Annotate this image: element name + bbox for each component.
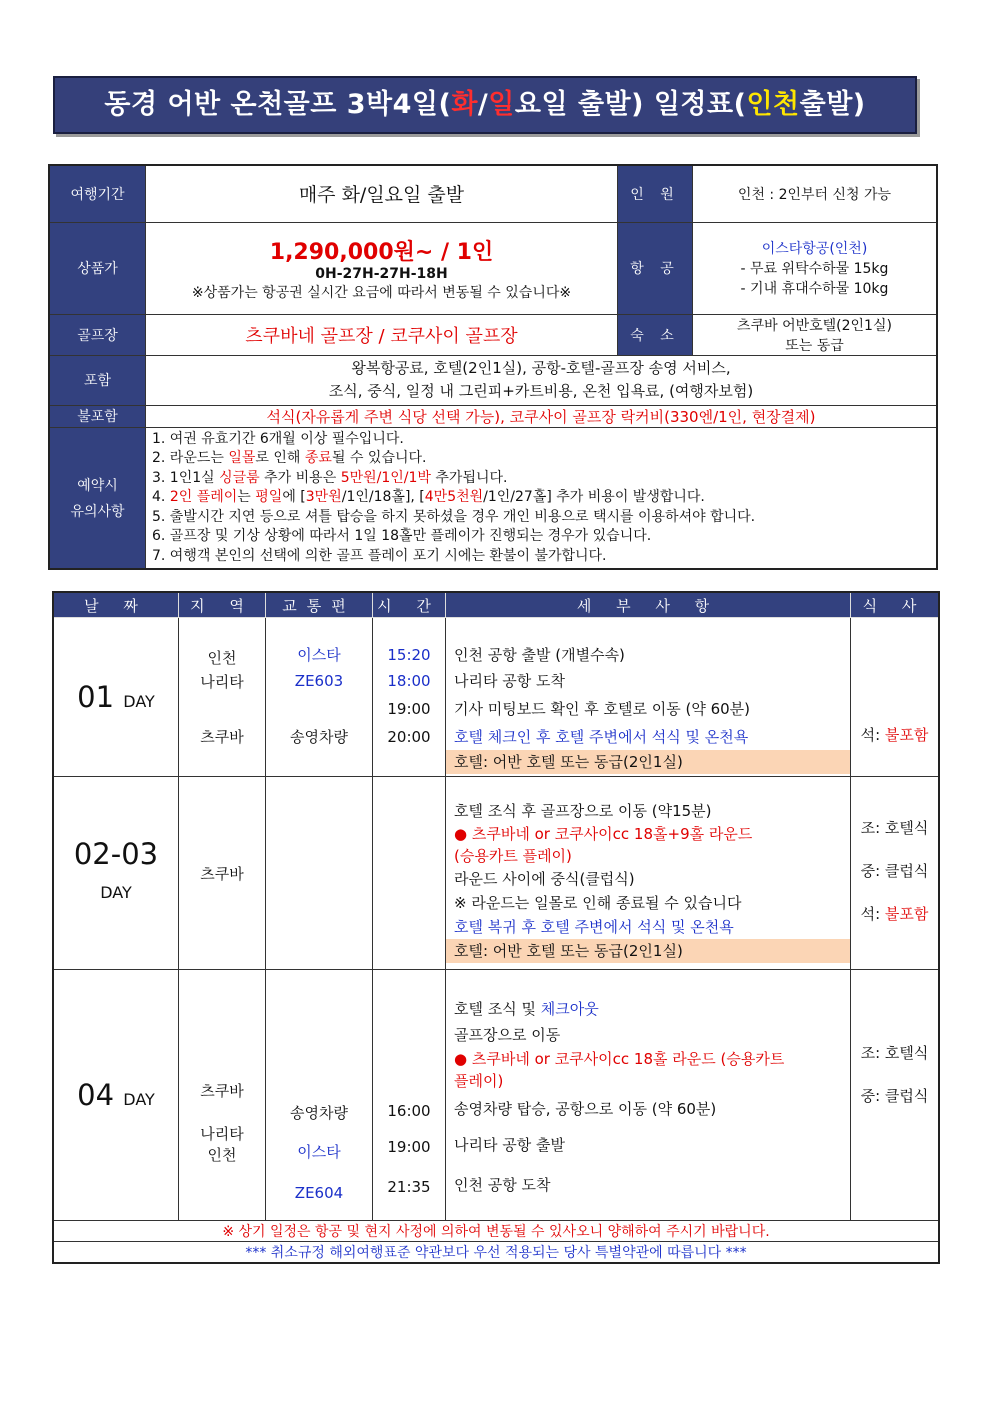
note-2-d: 종료 [304, 450, 332, 466]
note-3-d: 5만원/1인/1박 [340, 469, 431, 486]
stay-line1: 츠쿠바 어반호텔(2인1실) [737, 317, 892, 334]
note-4 [152, 488, 930, 508]
header-meal: 식 사 [851, 592, 940, 618]
day1-meal-label: 석: [860, 726, 885, 744]
notes-cell [146, 427, 938, 569]
day2-meal-dinner-value: 불포함 [884, 905, 929, 923]
price-cell [146, 222, 618, 314]
excl-value: 석식(자유롭게 주변 식당 선택 가능), 코쿠사이 골프장 락커비(330엔/1인, 현장결제) [146, 405, 938, 427]
day2-detail-2b: (승용카트 플레이) [454, 847, 572, 865]
day4-meal-breakfast: 조: 호텔식 [860, 1044, 929, 1062]
note-5: 5. 출발시간 지연 등으로 셔틀 탑승을 하지 못하셨을 경우 개인 비용으로 택시를 이용하셔야 합니다. [152, 508, 756, 525]
day4-detail-4: 송영차량 탑승, 공항으로 이동 (약 60분) [454, 1100, 717, 1118]
day1-row [53, 618, 939, 777]
price-label: 상품가 [49, 222, 146, 314]
day1-time [373, 618, 446, 777]
day1-unit: DAY [123, 692, 155, 711]
incl-line1: 왕복항공료, 호텔(2인1실), 공항-호텔-골프장 송영 서비스, [351, 359, 731, 377]
schedule-table [52, 591, 940, 1264]
day1-transport-3: 송영차량 [290, 728, 348, 746]
title-slash: / [477, 89, 489, 120]
note-3-b: 싱글룸 [219, 469, 260, 486]
period-label: 여행기간 [49, 165, 146, 222]
incl-label: 포함 [49, 355, 146, 405]
day4-time-2: 19:00 [387, 1138, 431, 1156]
day2-time [373, 777, 446, 970]
day1-time-4: 20:00 [387, 728, 431, 746]
day2-hotel: 호텔: 어반 호텔 또는 동급(2인1실) [446, 939, 850, 963]
day1-detail-4: 호텔 체크인 후 호텔 주변에서 석식 및 온천욕 [454, 728, 749, 746]
day1-transport [266, 618, 373, 777]
note-4-f: 3만원 [305, 489, 342, 505]
title-post: 출발) [799, 89, 866, 120]
note-4-d: 평일 [255, 489, 283, 505]
title-mid: 요일 출발) 일정표( [514, 89, 747, 120]
day4-detail-1a: 호텔 조식 및 [454, 1000, 541, 1018]
stay-label: 숙 소 [618, 314, 693, 355]
note-6: 6. 골프장 및 기상 상황에 따라서 1일 18홀만 플레이가 진행되는 경우가 있습니다. [152, 528, 652, 544]
day1-detail-1: 인천 공항 출발 (개별수속) [454, 646, 625, 664]
note-4-h: 4만5천원 [424, 489, 484, 505]
day4-region-3: 인천 [207, 1146, 237, 1164]
day2-detail-4: ※ 라운드는 일몰로 인해 종료될 수 있습니다 [454, 894, 742, 912]
day1-time-1: 15:20 [387, 646, 431, 664]
page-title [53, 76, 917, 134]
day1-label [53, 618, 179, 777]
title-tue: 화 [451, 89, 478, 120]
notes-label-line2: 유의사항 [70, 503, 125, 520]
day4-transport-1: 송영차량 [290, 1104, 348, 1122]
day4-num: 04 [77, 1078, 115, 1112]
day4-detail-6: 인천 공항 도착 [454, 1176, 551, 1194]
info-table [48, 164, 938, 570]
stay-cell [693, 314, 938, 355]
day4-meal [851, 970, 940, 1221]
note-2 [152, 449, 930, 469]
day2-meal [851, 777, 940, 970]
day2-label [53, 777, 179, 970]
note-4-b: 2인 플레이 [169, 489, 238, 505]
day2-detail-5: 호텔 복귀 후 호텔 주변에서 석식 및 온천욕 [454, 918, 734, 936]
day4-time-3: 21:35 [387, 1178, 431, 1196]
day4-detail-1b: 체크아웃 [540, 1000, 599, 1018]
day4-transport-2: 이스타 [297, 1143, 341, 1161]
day1-region-2: 나리타 [200, 673, 244, 691]
day4-transport [266, 970, 373, 1221]
notes-label-line1: 예약시 [77, 477, 118, 494]
title-sun: 일 [488, 89, 515, 120]
day1-detail [446, 618, 851, 777]
day4-detail-2: 골프장으로 이동 [454, 1026, 561, 1044]
day1-time-2: 18:00 [387, 672, 431, 690]
air-line1: 이스타항공(인천) [761, 241, 868, 257]
golf-label: 골프장 [49, 314, 146, 355]
people-label: 인 원 [618, 165, 693, 222]
day1-region-1: 인천 [207, 649, 237, 667]
day2-detail-3: 라운드 사이에 중식(클럽식) [454, 870, 635, 888]
note-3-e: 추가됩니다. [430, 469, 508, 486]
footer-notice: ※ 상기 일정은 항공 및 현지 사정에 의하여 변동될 수 있사오니 양해하여 주시기 바랍니다. [53, 1221, 939, 1242]
title-incheon: 인천 [746, 89, 800, 120]
day4-region-1: 츠쿠바 [200, 1082, 244, 1100]
day1-meal [851, 618, 940, 777]
note-4-c: 는 [237, 489, 256, 505]
header-detail: 세 부 사 항 [446, 592, 851, 618]
price-value: 1,290,000원~ / 1인 [269, 239, 494, 265]
day1-time-3: 19:00 [387, 700, 431, 718]
price-note: ※상품가는 항공권 실시간 요금에 따라서 변동될 수 있습니다※ [191, 284, 572, 301]
header-transport: 교통편 [266, 592, 373, 618]
golf-value: 츠쿠바네 골프장 / 코쿠사이 골프장 [146, 314, 618, 355]
day2-unit: DAY [100, 882, 132, 902]
day1-meal-value: 불포함 [884, 726, 929, 744]
day4-transport-3: ZE604 [294, 1184, 344, 1202]
people-value: 인천 : 2인부터 신청 가능 [693, 165, 938, 222]
day4-detail-3: ● 츠쿠바네 or 코쿠사이cc 18홀 라운드 (승용카트 [454, 1050, 785, 1068]
day2-detail [446, 777, 851, 970]
note-3 [152, 469, 930, 489]
day1-transport-1: 이스타 [297, 646, 341, 664]
note-4-i: /1인/27홀] 추가 비용이 발생합니다. [483, 489, 705, 505]
price-times: 0H-27H-27H-18H [315, 265, 448, 282]
day4-detail [446, 970, 851, 1221]
header-date: 날 짜 [53, 592, 179, 618]
air-line3: - 기내 휴대수하물 10kg [740, 281, 889, 297]
day4-time [373, 970, 446, 1221]
note-2-b: 일몰 [228, 450, 256, 466]
day2-detail-2: ● 츠쿠바네 or 코쿠사이cc 18홀+9홀 라운드 [454, 825, 753, 843]
header-time: 시 간 [373, 592, 446, 618]
day4-detail-5: 나리타 공항 출발 [454, 1136, 565, 1154]
incl-line2: 조식, 중식, 일정 내 그린피+카트비용, 온천 입욕료, (여행자보험) [328, 382, 754, 400]
note-4-g: /1인/18홀], [ [341, 489, 425, 505]
day1-detail-3: 기사 미팅보드 확인 후 호텔로 이동 (약 60분) [454, 700, 751, 718]
air-cell [693, 222, 938, 314]
day2-num: 02-03 [73, 836, 159, 871]
day2-meal-lunch: 중: 클럽식 [860, 862, 929, 880]
day4-row [53, 970, 939, 1221]
note-4-e: 에 [ [282, 489, 306, 505]
period-value: 매주 화/일요일 출발 [146, 165, 618, 222]
air-line2: - 무료 위탁수하물 15kg [740, 261, 889, 277]
day1-region [179, 618, 266, 777]
note-2-a: 2. 라운드는 [152, 450, 229, 466]
note-3-a: 3. 1인1실 [152, 469, 220, 486]
day4-region-2: 나리타 [200, 1125, 244, 1143]
footer-cancel-policy: *** 취소규정 해외여행표준 약관보다 우선 적용되는 당사 특별약관에 따릅니다 *** [53, 1242, 939, 1264]
day1-detail-2: 나리타 공항 도착 [454, 672, 565, 690]
day4-unit: DAY [123, 1090, 155, 1109]
day2-row [53, 777, 939, 970]
air-label: 항 공 [618, 222, 693, 314]
day2-meal-dinner-label: 석: [860, 905, 885, 923]
incl-cell [146, 355, 938, 405]
note-7: 7. 여행객 본인의 선택에 의한 골프 플레이 포기 시에는 환불이 불가합니다. [152, 547, 607, 564]
day1-num: 01 [77, 680, 115, 714]
day4-meal-lunch: 중: 클럽식 [860, 1087, 929, 1105]
day2-detail-1: 호텔 조식 후 골프장으로 이동 (약15분) [454, 802, 712, 820]
excl-label: 불포함 [49, 405, 146, 427]
header-region: 지 역 [179, 592, 266, 618]
day2-region: 츠쿠바 [179, 777, 266, 970]
day1-region-3: 츠쿠바 [200, 728, 244, 746]
note-1: 1. 여권 유효기간 6개월 이상 필수입니다. [152, 430, 404, 447]
day2-meal-breakfast: 조: 호텔식 [860, 819, 929, 837]
note-2-e: 될 수 있습니다. [331, 450, 427, 466]
day4-time-1: 16:00 [387, 1102, 431, 1120]
day1-hotel: 호텔: 어반 호텔 또는 동급(2인1실) [446, 750, 850, 774]
title-text: 동경 어반 온천골프 3박4일( [104, 89, 452, 120]
day1-transport-2: ZE603 [294, 672, 344, 690]
day4-region [179, 970, 266, 1221]
note-3-c: 추가 비용은 [259, 469, 341, 486]
note-2-c: 로 인해 [255, 450, 305, 466]
stay-line2: 또는 동급 [785, 337, 844, 354]
day4-detail-3b: 플레이) [454, 1072, 504, 1090]
day2-transport [266, 777, 373, 970]
note-4-a: 4. [152, 489, 170, 505]
day4-label [53, 970, 179, 1221]
notes-label [49, 427, 146, 569]
